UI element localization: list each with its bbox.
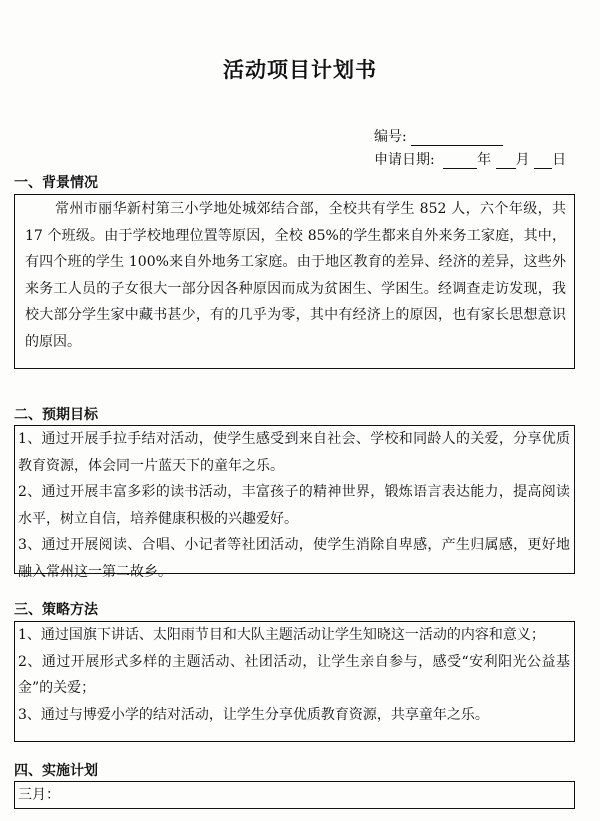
goal-item: 2、通过开展丰富多彩的读书活动，丰富孩子的精神世界，锻炼语言表达能力，提高阅读水平，树立自信，培养健康积极的兴趣爱好。 <box>18 484 570 527</box>
strategy-box <box>14 621 575 742</box>
plan-box <box>14 781 575 809</box>
goal-item: 3、通过开展阅读、合唱、小记者等社团活动，使学生消除自卑感，产生归属感，更好地融入常州这一第二故乡。 <box>18 537 570 580</box>
section-heading-strategy: 三、策略方法 <box>14 602 98 618</box>
date-label: 申请日期: <box>374 152 435 168</box>
year-blank <box>443 153 477 169</box>
day-label: 日 <box>552 152 567 168</box>
section-heading-goals: 二、预期目标 <box>14 407 98 423</box>
month-blank <box>496 153 516 169</box>
year-label: 年 <box>477 152 492 168</box>
number-field <box>374 126 503 146</box>
number-blank <box>411 130 503 146</box>
number-label: 编号: <box>374 129 407 145</box>
strategy-item: 3、通过与博爱小学的结对活动，让学生分享优质教育资源，共享童年之乐。 <box>18 706 489 723</box>
section-heading-background: 一、背景情况 <box>14 175 98 191</box>
section-heading-plan: 四、实施计划 <box>14 763 98 779</box>
month-label: 月 <box>515 152 530 168</box>
day-blank <box>534 153 552 169</box>
document-title: 活动项目计划书 <box>223 58 377 82</box>
strategy-item: 1、通过国旗下讲话、太阳雨节目和大队主题活动让学生知晓这一活动的内容和意义； <box>18 627 545 643</box>
strategy-item: 2、通过开展形式多样的主题活动、社团活动，让学生亲自参与，感受“安利阳光公益基金”的关爱； <box>18 653 570 696</box>
goal-item: 1、通过开展手拉手结对活动，使学生感受到来自社会、学校和同龄人的关爱，分享优质教育资源，体会同一片蓝天下的童年之乐。 <box>18 431 570 474</box>
background-box <box>14 194 575 369</box>
plan-item: 三月： <box>18 787 60 803</box>
background-paragraph: 常州市丽华新村第三小学地处城郊结合部，全校共有学生 852 人，六个年级，共 17 个班级。由于学校地理位置等原因，全校 85%的学生都来自外来务工家庭，其中，有四个班的学生 100%来自外地务工家庭。由于地区教育的差异、经济的差异，这些外来务工人员的子女很大一部分因各种原因而成为贫困生、学困生。经调查走访发现，我校大部分学生家中藏书甚少，有的几乎为零，其中有经济上的原因，也有家长思想意识的原因。 <box>25 201 566 350</box>
goals-box <box>14 425 575 580</box>
application-date-field <box>374 149 566 169</box>
